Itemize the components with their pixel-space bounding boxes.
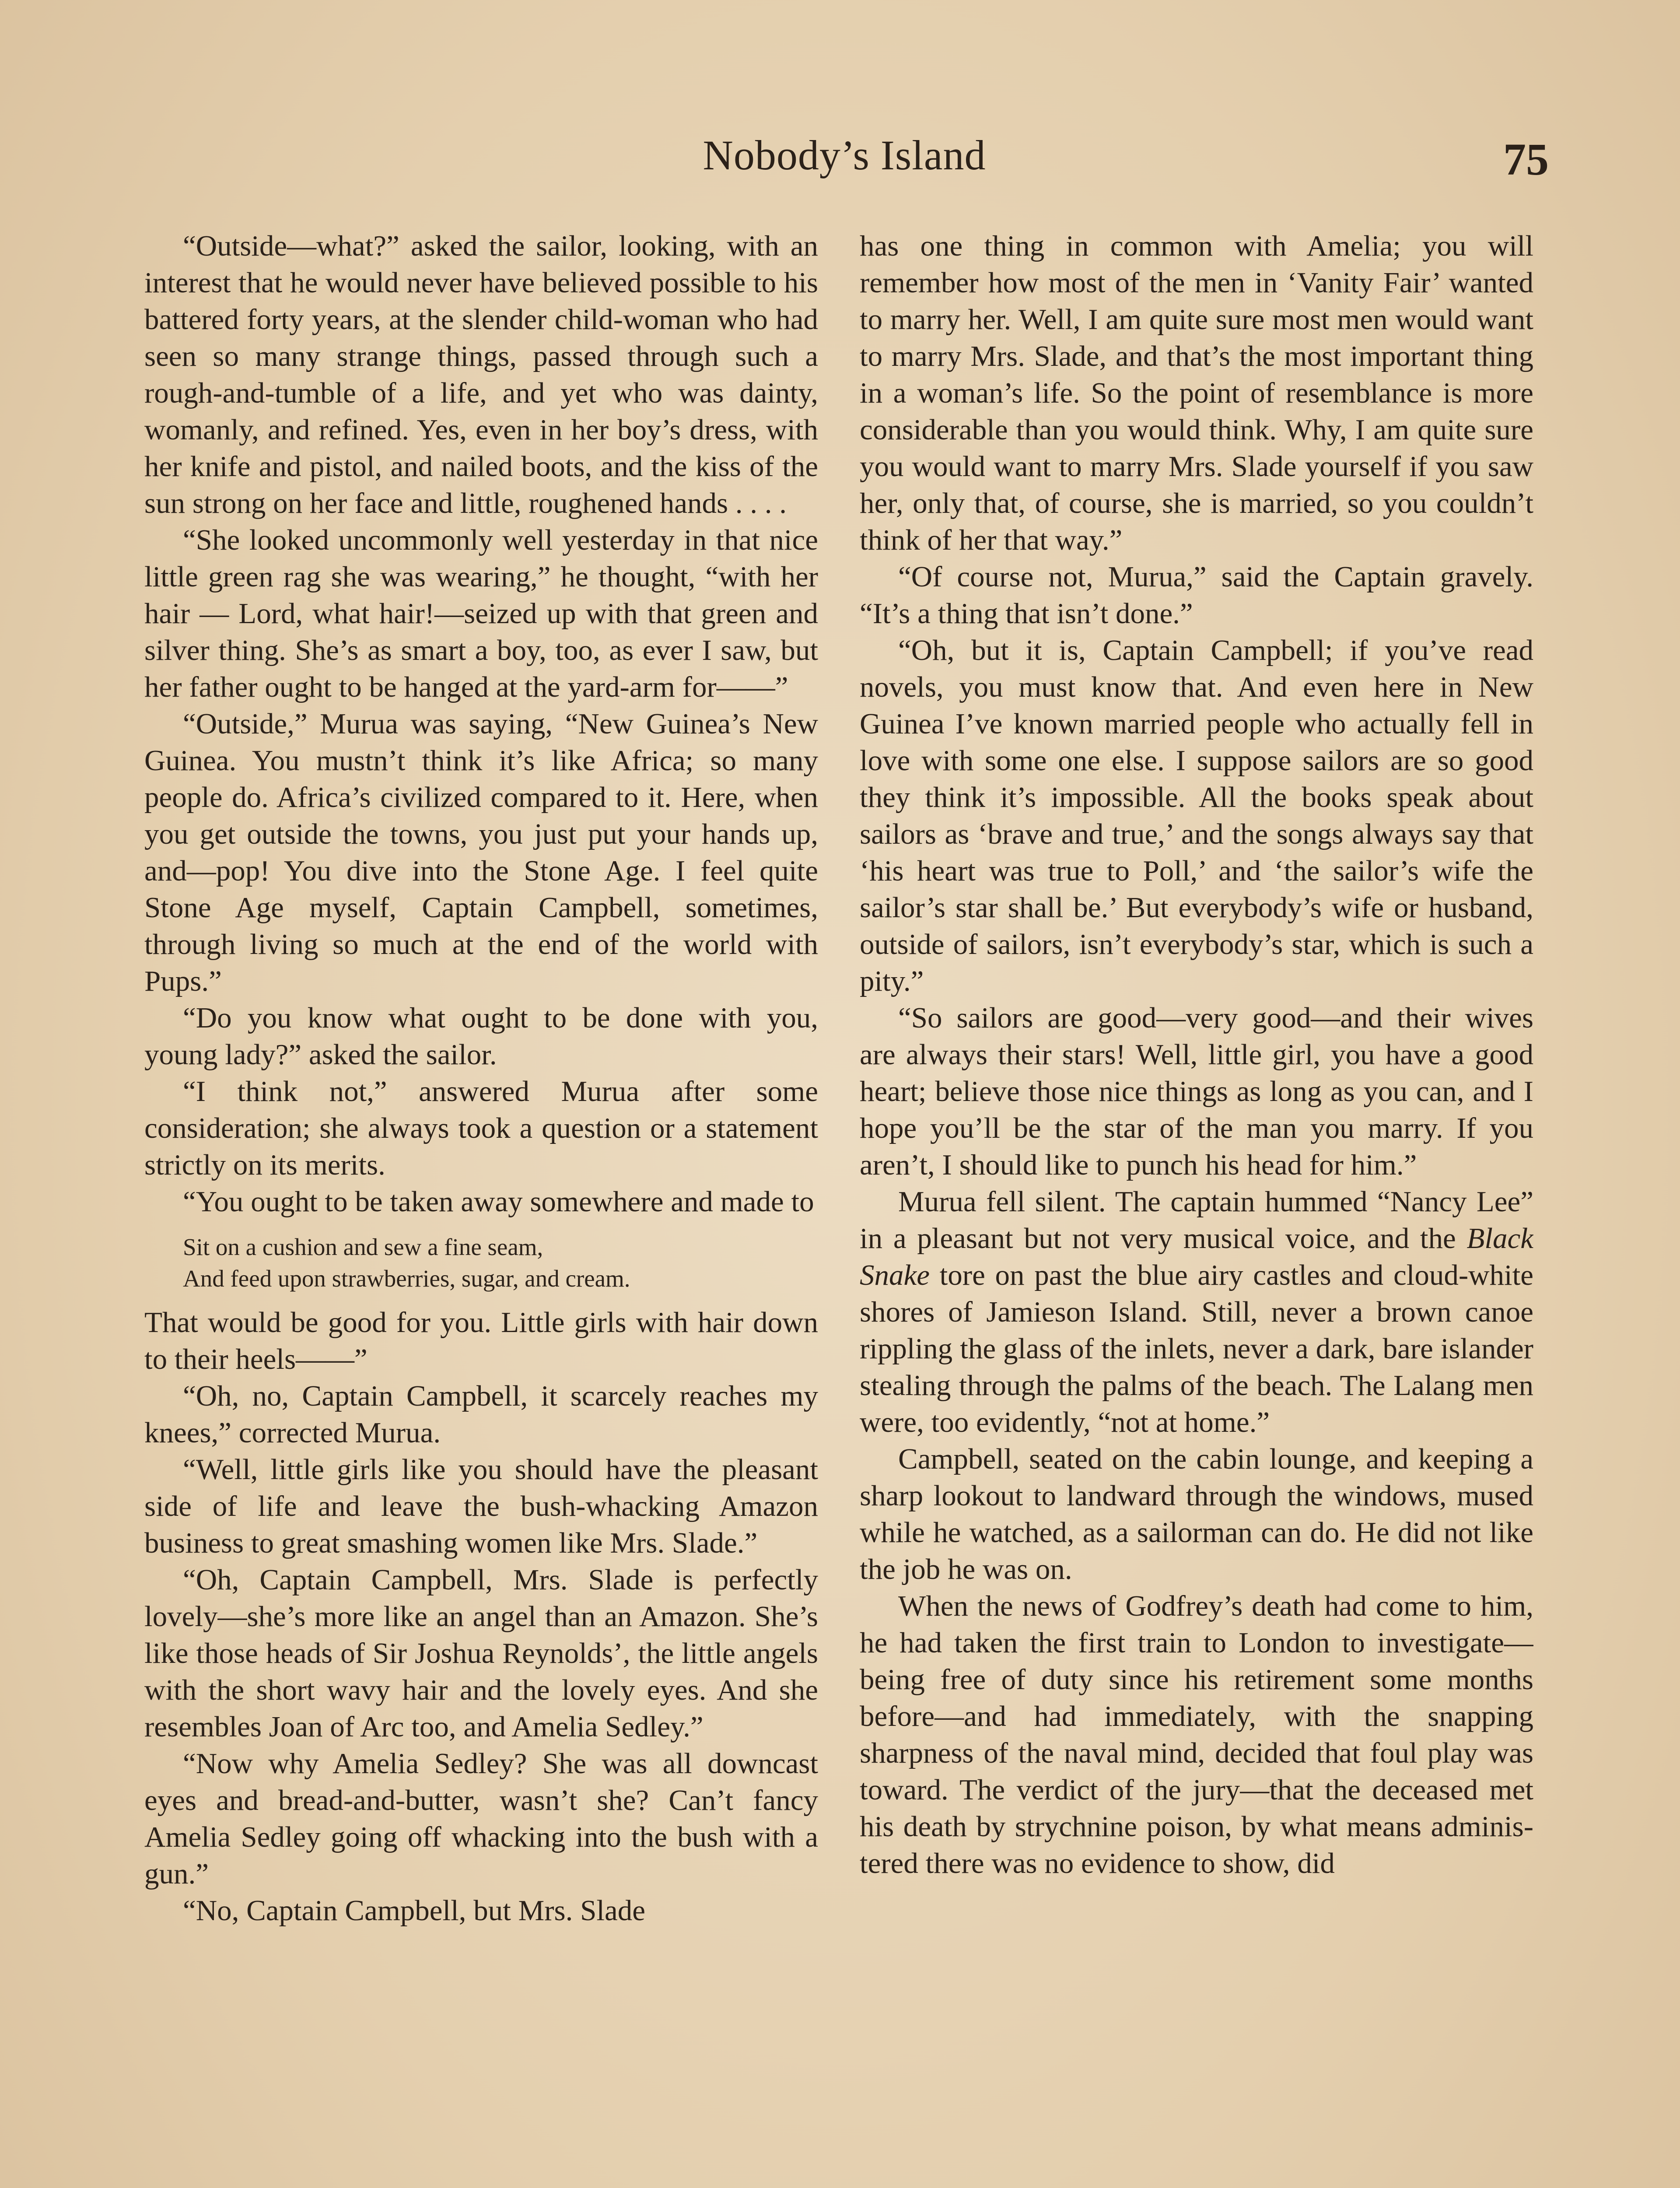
paragraph: “Of course not, Murua,” said the Captain gravely. “It’s a thing that isn’t done.”	[860, 561, 1533, 630]
left-column	[144, 228, 818, 2188]
paragraph: That would be good for you. Little girls with hair down to their heels——”	[144, 1306, 818, 1375]
paragraph: “Oh, no, Captain Campbell, it scarcely reaches my knees,” corrected Murua.	[144, 1380, 818, 1449]
paragraph: “Oh, but it is, Captain Campbell; if you’ve read novels, you must know that. And even here in New Guinea I’ve known married people who actually fell in love with some one else. I suppose sailors are so good they think it’s impossible. All the books speak about sailors as ‘brave and true,’ and the songs always say that ‘his heart was true to Poll,’ and ‘the sailor’s wife the sailor’s star shall be.’ But everybody’s wife or husband, outside of sailors, isn’t everybody’s star, which is such a pity.”	[860, 634, 1533, 997]
verse-line: And feed upon strawberries, sugar, and cream.	[183, 1265, 630, 1292]
paragraph: “Do you know what ought to be done with you, young lady?” asked the sailor.	[144, 1002, 818, 1071]
paragraph: “I think not,” answered Murua after some consideration; she always took a question or a statement strictly on its merits.	[144, 1075, 818, 1181]
paragraph-text: Murua fell silent. The captain hummed “Nancy Lee” in a pleasant but not very musical voice, and the	[860, 1185, 1533, 1255]
paragraph: “Well, little girls like you should have the pleasant side of life and leave the bush-whacking Amazon business to great smashing women like Mrs. Slade.”	[144, 1453, 818, 1559]
paragraph: Campbell, seated on the cabin lounge, and keeping a sharp lookout to landward through the windows, mused while he watched, as a sailorman can do. He did not like the job he was on.	[860, 1443, 1533, 1585]
paragraph-text: tore on past the blue airy castles and cloud-white shores of Jamieson Island. Still, never a brown canoe rippling the glass of the inlets, never a dark, bare islander stealing through the palms of the beach. The Lalang men were, too evidently, “not at home.”	[860, 1259, 1533, 1438]
verse-line: Sit on a cushion and sew a fine seam,	[183, 1234, 543, 1260]
paragraph: “So sailors are good—very good—and their wives are always their stars! Well, little girl, you have a good heart; believe those nice things as long as you can, and I hope you’ll be the star of the man you marry. If you aren’t, I should like to punch his head for him.”	[860, 1002, 1533, 1181]
paragraph: “Outside—what?” asked the sailor, looking, with an interest that he would never have believed possible to his battered forty years, at the slender child-woman who had seen so many strange things, passed through such a rough-and-tumble of a life, and yet who was dainty, womanly, and refined. Yes, even in her boy’s dress, with her knife and pistol, and nailed boots, and the kiss of the sun strong on her face and little, roughened hands . . . .	[144, 230, 818, 519]
right-column	[860, 228, 1533, 2188]
verse-quote	[144, 1231, 818, 1294]
paragraph: has one thing in common with Amelia; you will remember how most of the men in ‘Vanity Fair’ wanted to marry her. Well, I am quite sure most men would want to marry Mrs. Slade, and that’s the most important thing in a woman’s life. So the point of resemblance is more considerable than you would think. Why, I am quite sure you would want to marry Mrs. Slade yourself if you saw her, only that, of course, she is married, so you couldn’t think of her that way.”	[860, 230, 1533, 556]
paragraph	[860, 1183, 1533, 1441]
paragraph: “No, Captain Campbell, but Mrs. Slade	[183, 1894, 645, 1927]
ship-name: Black Snake	[860, 1222, 1533, 1291]
paragraph: “She looked uncommonly well yesterday in that nice little green rag she was wearing,” he thought, “with her hair — Lord, what hair!—seized up with that green and silver thing. She’s as smart a boy, too, as ever I saw, but her father ought to be hanged at the yard-arm for——”	[144, 524, 818, 703]
paragraph: “Outside,” Murua was saying, “New Guinea’s New Guinea. You mustn’t think it’s like Africa; so many people do. Africa’s civilized compared to it. Here, when you get outside the towns, you just put your hands up, and—pop! You dive into the Stone Age. I feel quite Stone Age myself, Captain Campbell, sometimes, through living so much at the end of the world with Pups.”	[144, 708, 818, 997]
running-title: Nobody’s Island	[703, 132, 986, 179]
paragraph: “Now why Amelia Sedley? She was all downcast eyes and bread-and-butter, wasn’t she? Can’t fancy Amelia Sedley going off whacking into the bush with a gun.”	[144, 1747, 818, 1890]
page-number: 75	[1503, 134, 1549, 185]
paragraph: When the news of Godfrey’s death had come to him, he had taken the first train to London to investigate—being free of duty since his retirement some months before—and had immediately, with the snapping sharpness of the naval mind, decided that foul play was toward. The verdict of the jury—that the deceased met his death by strychnine poison, by what means administered there was no evidence to show, did	[860, 1590, 1533, 1879]
paragraph: “Oh, Captain Campbell, Mrs. Slade is perfectly lovely—she’s more like an angel than an Amazon. She’s like those heads of Sir Joshua Reynolds’, the little angels with the short wavy hair and the lovely eyes. And she resembles Joan of Arc too, and Amelia Sedley.”	[144, 1564, 818, 1743]
page-header	[0, 127, 1680, 193]
paragraph: “You ought to be taken away somewhere and made to	[183, 1185, 814, 1218]
